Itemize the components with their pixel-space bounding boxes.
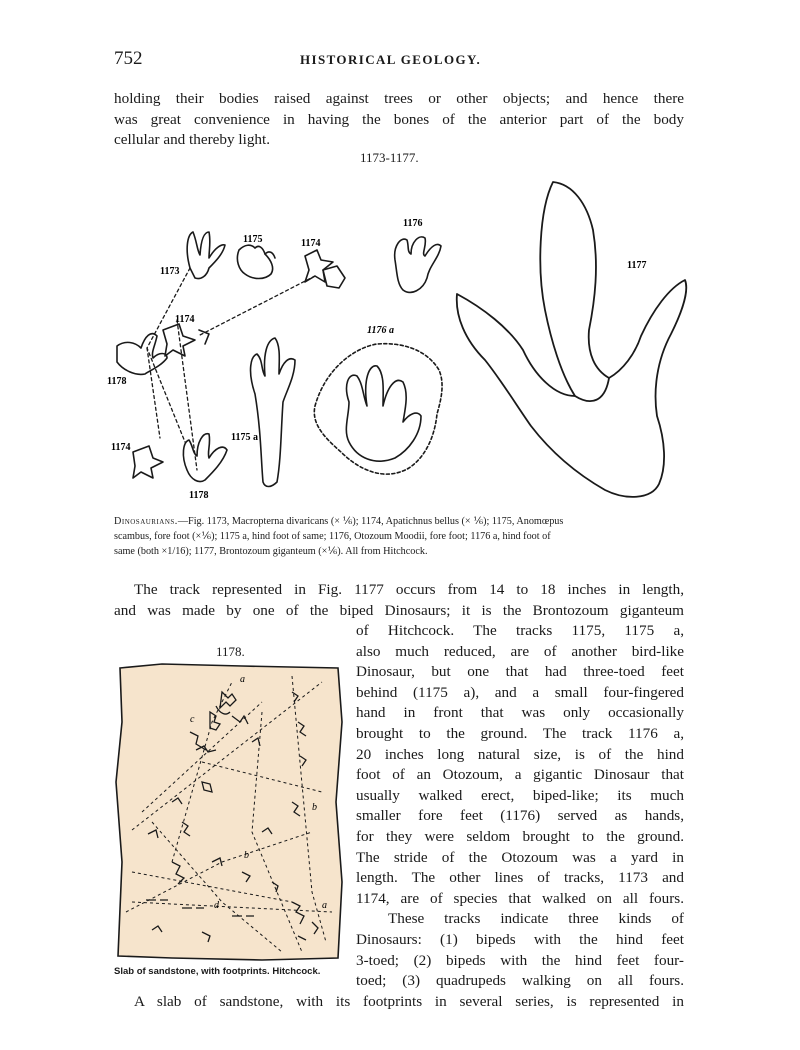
figure-label-slab: 1178. bbox=[216, 644, 245, 659]
slab-letter-b-center: b bbox=[244, 850, 249, 861]
page-number: 752 bbox=[114, 48, 143, 69]
footprint-1175 bbox=[237, 245, 275, 278]
text-line: holding their bodies raised against trees or other objects; and hence there bbox=[114, 90, 684, 107]
text-line: smaller fore feet (1176) served as hands, bbox=[356, 807, 684, 825]
text-line: 3-toed; (2) bipeds with the hind feet four- bbox=[356, 951, 684, 969]
label-1175: 1175 bbox=[243, 234, 263, 245]
text-line: length. The other lines of tracks, 1173 and bbox=[356, 869, 684, 887]
text-line: brought to the ground. The track 1176 a, bbox=[356, 724, 684, 742]
footprint-1178-lower bbox=[183, 434, 227, 482]
caption-line: —Fig. 1173, Macropterna divaricans (× ⅙); 1174, Apatichnus bellus (× ⅙); 1175, Anomœpus bbox=[177, 516, 564, 527]
text-line: The track represented in Fig. 1177 occurs from 14 to 18 inches in length, bbox=[134, 581, 684, 598]
footprint-1174-middle bbox=[163, 324, 209, 356]
text-line: 1174, are of species that walked on all fours. bbox=[356, 889, 684, 907]
sandstone-slab-figure bbox=[112, 662, 348, 962]
caption-line: same (both ×1/16); 1177, Brontozoum giganteum (×⅙). All from Hitchcock. bbox=[114, 546, 428, 557]
text-line: and was made by one of the biped Dinosaurs; it is the Brontozoum giganteum bbox=[114, 601, 684, 619]
text-line: Dinosaur, but one that had three-toed feet bbox=[356, 663, 684, 681]
label-1174-middle: 1174 bbox=[175, 314, 195, 325]
label-1178-lower: 1178 bbox=[189, 490, 209, 501]
footprint-1178-left bbox=[117, 334, 167, 375]
slab-outline bbox=[116, 664, 342, 960]
footprint-1174-upper-b bbox=[323, 266, 345, 288]
footprint-1174-upper bbox=[305, 250, 333, 282]
text-line: also much reduced, are of another bird-like bbox=[356, 642, 684, 660]
text-line: was great convenience in having the bones of the anterior part of the body bbox=[114, 110, 684, 128]
figure-label-top: 1173-1177. bbox=[360, 150, 419, 165]
footprint-1174-lower bbox=[133, 446, 163, 478]
figure-caption-top bbox=[114, 514, 684, 559]
text-line: A slab of sandstone, with its footprints in several series, is represented in bbox=[134, 993, 684, 1010]
slab-letter-b-right: b bbox=[312, 802, 317, 813]
text-line: Dinosaurs: (1) bipeds with the hind feet bbox=[356, 930, 684, 948]
footprints-figure bbox=[105, 170, 695, 510]
caption-line: scambus, fore foot (×⅙); 1175 a, hind foot of same; 1176, Otozoum Moodii, fore foot; 1176 a, hind foot of bbox=[114, 531, 551, 542]
label-1175a: 1175 a bbox=[231, 432, 258, 443]
label-1174-top: 1174 bbox=[301, 238, 321, 249]
slab-letter-a-top: a bbox=[240, 674, 245, 685]
text-line: foot of an Otozoum, a gigantic Dinosaur that bbox=[356, 766, 684, 784]
intro-paragraph bbox=[114, 89, 684, 151]
text-line: for they were seldom brought to the ground. bbox=[356, 827, 684, 845]
footprint-1177 bbox=[457, 182, 686, 497]
footprint-1176a bbox=[314, 344, 442, 474]
text-line: 20 inches long natural size, is of the hind bbox=[356, 745, 684, 763]
slab-letter-c: c bbox=[190, 714, 195, 725]
body-paragraph-start bbox=[114, 580, 684, 621]
label-1174-lower: 1174 bbox=[111, 442, 131, 453]
text-line: The stride of the Otozoum was a yard in bbox=[356, 848, 684, 866]
label-1173: 1173 bbox=[160, 266, 180, 277]
text-line: hand in front that was only occasionally bbox=[356, 704, 684, 722]
body-right-column bbox=[356, 621, 684, 992]
text-line: toed; (3) quadrupeds walking on all fours. bbox=[356, 972, 684, 990]
body-paragraph-end bbox=[114, 992, 684, 1013]
text-line: cellular and thereby light. bbox=[114, 131, 271, 149]
figure-caption-slab: Slab of sandstone, with footprints. Hitchcock. bbox=[114, 966, 321, 977]
slab-letter-d: d bbox=[214, 900, 219, 911]
footprint-1175a bbox=[251, 338, 295, 487]
label-1178-left: 1178 bbox=[107, 376, 127, 387]
label-1176: 1176 bbox=[403, 218, 423, 229]
label-1177: 1177 bbox=[627, 260, 647, 271]
text-line: of Hitchcock. The tracks 1175, 1175 a, bbox=[356, 622, 684, 639]
running-title: HISTORICAL GEOLOGY. bbox=[300, 52, 482, 67]
text-line: These tracks indicate three kinds of bbox=[388, 910, 684, 928]
footprint-1173-upper bbox=[187, 232, 225, 279]
footprint-1176 bbox=[395, 237, 441, 292]
slab-letter-a-bottom: a bbox=[322, 900, 327, 911]
text-line: behind (1175 a), and a small four-fingered bbox=[356, 683, 684, 701]
label-1176a: 1176 a bbox=[367, 325, 394, 336]
caption-lead: Dinosaurians. bbox=[114, 516, 178, 527]
text-line: usually walked erect, biped-like; its much bbox=[356, 786, 684, 804]
